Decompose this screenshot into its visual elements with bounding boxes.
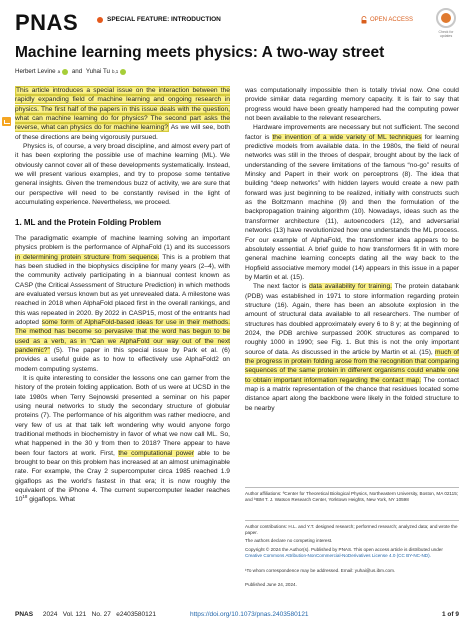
- crossmark-icon: [436, 8, 456, 28]
- orcid-icon[interactable]: [62, 69, 68, 75]
- open-lock-icon: [361, 16, 367, 24]
- open-access-label: OPEN ACCESS: [369, 17, 413, 23]
- highlight[interactable]: the computational power: [118, 449, 194, 457]
- footnote-divider: [245, 487, 459, 488]
- page-footer: [15, 611, 459, 618]
- body-paragraph: The next factor is data availability for training. The protein databank (PDB) was established in 1971 to store information regarding protein structure (16). Again, there has been an absolute explosion in the amount of structural data available to all researchers. The number of structures has doubled approximately every 6 to 8 y; at the beginning of 2024, the PDB archive surpassed 200K structures as compared to roughly 1000 in 1990; see Fig. 1. But this is not the only important source of data. As discussed in the article by Martin et al. (15), much of the progress in protein folding arose from the recognition that comparing sequences of the same protein in different organisms could enable one to obtain important information regarding the contact map. The contact map is a matrix representation of the chance that residues located some distance apart along the backbone were likely in the folded structure to be nearby: [245, 283, 459, 412]
- open-access-badge[interactable]: [361, 16, 413, 24]
- highlight[interactable]: in determining protein structure from sequence.: [15, 253, 160, 261]
- feature-label: [97, 16, 221, 23]
- feature-label-text: SPECIAL FEATURE: INTRODUCTION: [107, 16, 221, 23]
- footer-citation: 2024 Vol. 121 No. 27 e2403580121: [42, 611, 156, 618]
- highlight[interactable]: much of the progress in protein folding arose from the recognition that comparing sequences of the same protein in different organisms could enable one to obtain important information regarding the contact map.: [245, 348, 459, 384]
- article-title: Machine learning meets physics: A two-way street: [15, 44, 385, 61]
- right-column: [245, 86, 459, 413]
- author-affiliations: Author affiliations: ªCenter for Theoretical Biological Physics, Northeastern University, Boston, MA 02115; and ᵇIBM T. J. Watson Research Center, Yorktown Heights, New York, NY 10598: [245, 491, 459, 502]
- highlight[interactable]: This article introduces a special issue on the interaction between the rapidly expanding field of machine learning and ongoing research in physics. The first half of the papers in this issue deals with the question, what can machine learning do for physics? The second part asks the reverse, what can physics do for machine learning?: [15, 87, 230, 132]
- body-paragraph: It is quite interesting to consider the lessons one can garner from the history of the protein folding application. Both of us were at UCSD in the late 1980s when Terry Sejnowski presented a seminar on his paper using neural networks to study the secondary structure of globular proteins (7). The performance of his algorithm was rather mediocre, and very few of us at that talk left wondering why would anyone forgo traditional methods in biochemistry in favor of what we now call ML. So, what happened in the 30 y from then to 2018? There appear to have been four factors at work. First, the computational power able to be brought to bear on this problem has increased at an almost unimaginable rate. For example, the Cray 2 supercomputer circa 1985 reached 1.9 gigaflops as the world’s fastest in that era; it is now roughly the equivalent of the iPhone 4. The current supercomputer leader reaches $10^{18}$ gigaflops. What: [15, 374, 230, 504]
- highlight[interactable]: some form of AlphaFold-based ideas for use in their methods. The method has become so pervasive that the word has begun to be used as a verb, as in “Can we AlphaFold our way out of the next pandemic?”: [15, 318, 230, 354]
- author-line: Herbert Levine a and Yuhai Tu b,1: [15, 68, 126, 75]
- body-paragraph: Physics is, of course, a very broad discipline, and almost every part of it has been exploring the possible use of machine learning (ML). We obviously cannot cover all of these developments systematically. Instead, we will present various examples, and try to propose some tentative general insights. Given the tremendous buzz of activity, we are sure that our perspective will need to be constantly revised in the light of accumulating experience. Nevertheless, we proceed.: [15, 143, 230, 207]
- journal-logo: PNAS: [15, 10, 79, 35]
- highlight[interactable]: data availability for training.: [309, 283, 393, 291]
- footnote-divider: [245, 520, 459, 521]
- body-paragraph: was computationally impossible then is totally trivial now. One could provide similar data regarding memory capacity. It is fair to say that progress would have been greatly hampered had the computing power not been available to the relevant researchers.: [245, 87, 459, 123]
- copyright-notice: Copyright © 2024 the Author(s). Published by PNAS. This open access article is distributed under Creative Commons Attribution-NonCommercial-NoDerivatives License 4.0 (CC BY-NC-ND).: [245, 547, 443, 558]
- author-name[interactable]: Herbert Levine: [15, 68, 56, 75]
- author-contributions: Author contributions: H.L. and Y.T. designed research; performed research; analyzed data; and wrote the paper.: [245, 524, 458, 535]
- doi-link[interactable]: https://doi.org/10.1073/pnas.2403580121: [190, 611, 309, 618]
- correspondence: ¹To whom correspondence may be addressed. Email: yuhai@us.ibm.com.: [245, 568, 396, 573]
- author-name[interactable]: Yuhai Tu: [85, 68, 110, 75]
- body-paragraph: Hardware improvements are necessary but not sufficient. The second factor is the invention of a wide variety of ML techniques for learning predictive models from available data. In the 1980s, the field of neural networks was still in the throes of despair, brought about by the lack of understanding of the severe limitations of the famous “no-go” results of Minsky and Papert in their work on perceptrons (8). The idea that building “deep networks” with hidden layers would create a new path forward was just beginning to be realized, initially with constructs such as the Boltzmann machine (9) and then the formulation of the backpropagation training algorithm (10). Nowadays, ideas such as the transformer architecture (11), autoencoders (12), and adversarial networks (13) have revolutionized how one understands the ML process. For our example of AlphaFold, the transformer idea appears to be absolutely essential. A brief guide to how transformers fit in with more general machine learning concepts dating all the way back to the Hopfield associative memory model (14) appears in this issue in a paper by Martin et al. (15).: [245, 124, 459, 281]
- competing-interest: The authors declare no competing interest.: [245, 538, 333, 543]
- section-heading: 1. ML and the Protein Folding Problem: [15, 218, 162, 228]
- feature-dot-icon: [97, 17, 103, 23]
- orcid-icon[interactable]: [120, 69, 126, 75]
- left-column: [15, 86, 230, 505]
- check-for-updates-button[interactable]: [433, 8, 459, 38]
- author-separator: and: [70, 68, 84, 75]
- page-header: [15, 10, 459, 38]
- page-number: 1 of 9: [442, 611, 459, 618]
- license-link[interactable]: Creative Commons Attribution-NonCommercial-NoDerivatives License 4.0 (CC BY-NC-ND).: [245, 553, 431, 558]
- abstract-paragraph: This article introduces a special issue on the interaction between the rapidly expanding field of machine learning and ongoing research in physics. The first half of the papers in this issue deals with the question, what can machine learning do for physics? The second part asks the reverse, what can physics do for machine learning? As we will see, both of these directions are being vigorously pursued.: [15, 87, 231, 141]
- check-for-updates-label: Check for updates: [438, 30, 454, 38]
- annotation-note-icon[interactable]: [2, 117, 11, 126]
- footer-journal: PNAS: [15, 611, 34, 618]
- body-paragraph: The paradigmatic example of machine learning solving an important physics problem is the performance of AlphaFold (1) and its successors in determining protein structure from sequence. This is a problem that has been studied in the biophysics discipline for many years (2–4), with the community actively participating in a biannual contest known as CASP (the Critical Assessment of Structure Prediction) in which methods are evaluated versus known but as yet unrevealed data. A milestone was reached in 2018 when AlphaFold placed first in the overall rankings, and this was repeated in 2020. By 2022 in CASP15, most of the entrants had adopted some form of AlphaFold-based ideas for use in their methods. The method has become so pervasive that the word has begun to be used as a verb, as in “Can we AlphaFold our way out of the next pandemic?” (5). The paper in this special issue by Park et al. (6) provides a useful guide as to how to effectively use AlphaFold2 on modern computing systems.: [15, 234, 230, 373]
- published-date: Published June 24, 2024.: [245, 582, 297, 587]
- highlight[interactable]: the invention of a wide variety of ML techniques: [272, 133, 422, 141]
